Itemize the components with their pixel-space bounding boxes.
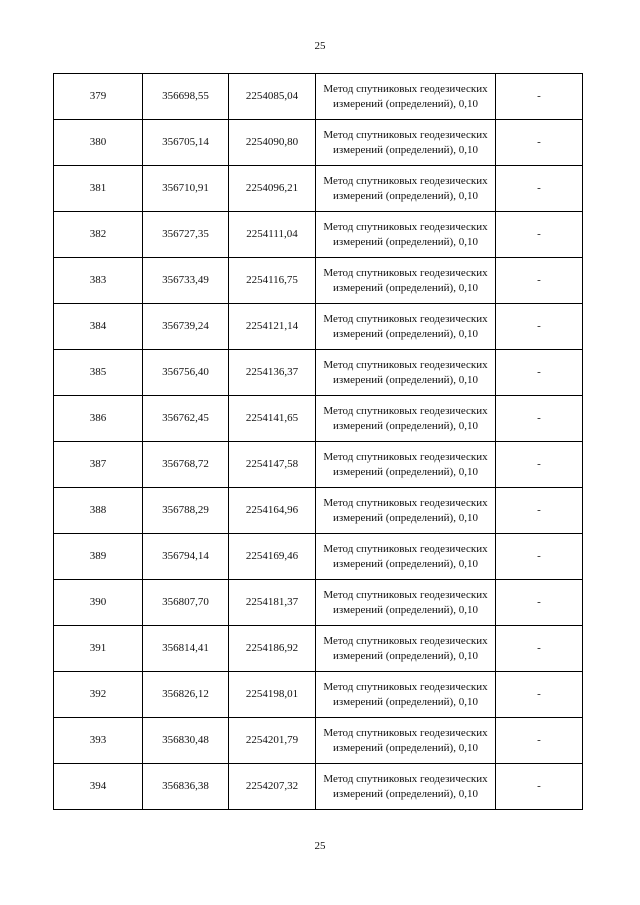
table-row (54, 304, 583, 350)
page-number-top: 25 (314, 40, 326, 52)
coordinates-table (53, 73, 583, 810)
x-coordinate-cell: 356733,49 (143, 258, 229, 304)
table-row (54, 626, 583, 672)
note-cell: - (496, 396, 583, 442)
method-cell (316, 580, 496, 626)
method-cell (316, 718, 496, 764)
x-coordinate-cell: 356826,12 (143, 672, 229, 718)
method-text: Метод спутниковых геодезических измерений (определений), 0,10 (323, 772, 488, 800)
table-row (54, 350, 583, 396)
y-coordinate-cell: 2254096,21 (229, 166, 316, 212)
y-coordinate-cell: 2254141,65 (229, 396, 316, 442)
y-coordinate-cell: 2254169,46 (229, 534, 316, 580)
note-cell: - (496, 304, 583, 350)
table-row (54, 672, 583, 718)
note-cell: - (496, 442, 583, 488)
y-coordinate-cell: 2254198,01 (229, 672, 316, 718)
method-text: Метод спутниковых геодезических измерений (определений), 0,10 (323, 542, 488, 570)
x-coordinate-cell: 356698,55 (143, 74, 229, 120)
method-text: Метод спутниковых геодезических измерений (определений), 0,10 (323, 312, 488, 340)
method-text: Метод спутниковых геодезических измерений (определений), 0,10 (323, 220, 488, 248)
note-cell: - (496, 764, 583, 810)
method-text: Метод спутниковых геодезических измерений (определений), 0,10 (323, 496, 488, 524)
point-number-cell: 390 (54, 580, 143, 626)
x-coordinate-cell: 356788,29 (143, 488, 229, 534)
table-row (54, 764, 583, 810)
x-coordinate-cell: 356727,35 (143, 212, 229, 258)
point-number-cell: 394 (54, 764, 143, 810)
x-coordinate-cell: 356705,14 (143, 120, 229, 166)
x-coordinate-cell: 356739,24 (143, 304, 229, 350)
method-cell (316, 304, 496, 350)
method-cell (316, 166, 496, 212)
point-number-cell: 379 (54, 74, 143, 120)
y-coordinate-cell: 2254136,37 (229, 350, 316, 396)
y-coordinate-cell: 2254201,79 (229, 718, 316, 764)
table-row (54, 120, 583, 166)
y-coordinate-cell: 2254147,58 (229, 442, 316, 488)
method-text: Метод спутниковых геодезических измерений (определений), 0,10 (323, 726, 488, 754)
table-row (54, 258, 583, 304)
note-cell: - (496, 212, 583, 258)
note-cell: - (496, 350, 583, 396)
y-coordinate-cell: 2254111,04 (229, 212, 316, 258)
point-number-cell: 393 (54, 718, 143, 764)
note-cell: - (496, 74, 583, 120)
point-number-cell: 387 (54, 442, 143, 488)
note-cell: - (496, 626, 583, 672)
method-cell (316, 120, 496, 166)
point-number-cell: 383 (54, 258, 143, 304)
coordinates-table-body (54, 74, 583, 810)
x-coordinate-cell: 356807,70 (143, 580, 229, 626)
method-cell (316, 626, 496, 672)
method-cell (316, 396, 496, 442)
x-coordinate-cell: 356794,14 (143, 534, 229, 580)
page-number-bottom: 25 (314, 840, 326, 852)
point-number-cell: 389 (54, 534, 143, 580)
method-cell (316, 212, 496, 258)
point-number-cell: 391 (54, 626, 143, 672)
method-text: Метод спутниковых геодезических измерений (определений), 0,10 (323, 358, 488, 386)
note-cell: - (496, 534, 583, 580)
note-cell: - (496, 672, 583, 718)
method-cell (316, 672, 496, 718)
y-coordinate-cell: 2254186,92 (229, 626, 316, 672)
method-text: Метод спутниковых геодезических измерений (определений), 0,10 (323, 128, 488, 156)
note-cell: - (496, 120, 583, 166)
x-coordinate-cell: 356710,91 (143, 166, 229, 212)
x-coordinate-cell: 356830,48 (143, 718, 229, 764)
note-cell: - (496, 580, 583, 626)
method-text: Метод спутниковых геодезических измерений (определений), 0,10 (323, 174, 488, 202)
note-cell: - (496, 718, 583, 764)
table-row (54, 396, 583, 442)
table-row (54, 718, 583, 764)
method-text: Метод спутниковых геодезических измерений (определений), 0,10 (323, 266, 488, 294)
y-coordinate-cell: 2254121,14 (229, 304, 316, 350)
y-coordinate-cell: 2254207,32 (229, 764, 316, 810)
method-text: Метод спутниковых геодезических измерений (определений), 0,10 (323, 82, 488, 110)
note-cell: - (496, 258, 583, 304)
y-coordinate-cell: 2254164,96 (229, 488, 316, 534)
note-cell: - (496, 166, 583, 212)
table-row (54, 534, 583, 580)
x-coordinate-cell: 356768,72 (143, 442, 229, 488)
point-number-cell: 385 (54, 350, 143, 396)
method-cell (316, 488, 496, 534)
method-text: Метод спутниковых геодезических измерений (определений), 0,10 (323, 634, 488, 662)
y-coordinate-cell: 2254090,80 (229, 120, 316, 166)
table-row (54, 442, 583, 488)
x-coordinate-cell: 356762,45 (143, 396, 229, 442)
method-text: Метод спутниковых геодезических измерений (определений), 0,10 (323, 588, 488, 616)
x-coordinate-cell: 356836,38 (143, 764, 229, 810)
table-row (54, 74, 583, 120)
point-number-cell: 386 (54, 396, 143, 442)
y-coordinate-cell: 2254085,04 (229, 74, 316, 120)
method-text: Метод спутниковых геодезических измерений (определений), 0,10 (323, 450, 488, 478)
y-coordinate-cell: 2254181,37 (229, 580, 316, 626)
note-cell: - (496, 488, 583, 534)
point-number-cell: 388 (54, 488, 143, 534)
method-cell (316, 534, 496, 580)
table-row (54, 488, 583, 534)
method-cell (316, 442, 496, 488)
method-cell (316, 764, 496, 810)
point-number-cell: 381 (54, 166, 143, 212)
method-cell (316, 74, 496, 120)
table-row (54, 212, 583, 258)
table-row (54, 580, 583, 626)
x-coordinate-cell: 356814,41 (143, 626, 229, 672)
method-cell (316, 258, 496, 304)
x-coordinate-cell: 356756,40 (143, 350, 229, 396)
point-number-cell: 392 (54, 672, 143, 718)
point-number-cell: 380 (54, 120, 143, 166)
method-cell (316, 350, 496, 396)
y-coordinate-cell: 2254116,75 (229, 258, 316, 304)
point-number-cell: 384 (54, 304, 143, 350)
table-row (54, 166, 583, 212)
method-text: Метод спутниковых геодезических измерений (определений), 0,10 (323, 680, 488, 708)
method-text: Метод спутниковых геодезических измерений (определений), 0,10 (323, 404, 488, 432)
point-number-cell: 382 (54, 212, 143, 258)
